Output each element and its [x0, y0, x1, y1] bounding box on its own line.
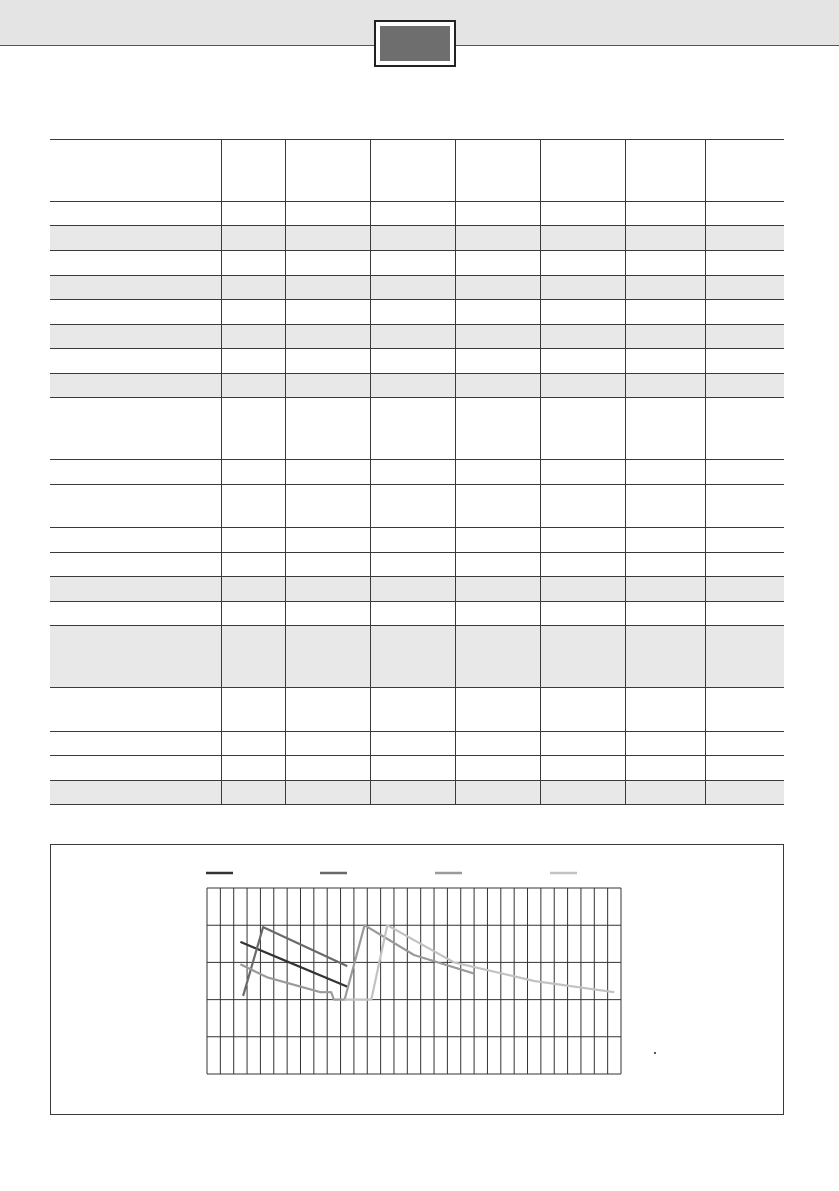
table-cell [455, 374, 540, 398]
table-cell [540, 251, 625, 276]
table-cell [221, 276, 285, 300]
table-cell [705, 781, 784, 805]
table-cell [540, 756, 625, 781]
table-cell [625, 460, 705, 485]
table-cell [50, 226, 221, 251]
table-row [50, 202, 784, 226]
table-cell [370, 688, 455, 732]
table-cell [221, 781, 285, 805]
table-cell [370, 626, 455, 688]
table-cell [625, 732, 705, 756]
table-cell [705, 485, 784, 528]
table-cell [625, 202, 705, 226]
table-cell [285, 528, 370, 553]
table-cell [370, 577, 455, 602]
table-cell [705, 602, 784, 626]
table-cell [285, 276, 370, 300]
table-cell [625, 602, 705, 626]
table-cell [370, 374, 455, 398]
table-cell [540, 226, 625, 251]
table-cell [625, 626, 705, 688]
table-cell [285, 460, 370, 485]
table-cell [705, 460, 784, 485]
table-cell [540, 732, 625, 756]
table-cell [285, 602, 370, 626]
table-cell [221, 374, 285, 398]
table-cell [50, 732, 221, 756]
table-cell [540, 577, 625, 602]
table-cell [221, 756, 285, 781]
table-cell [455, 553, 540, 577]
table-cell [455, 300, 540, 325]
table-cell [625, 374, 705, 398]
table-cell [455, 732, 540, 756]
table-cell [221, 602, 285, 626]
table-cell [370, 602, 455, 626]
header-cell [221, 140, 285, 202]
table-cell [540, 398, 625, 460]
table-cell [221, 349, 285, 374]
section-tab [374, 20, 456, 67]
table-row [50, 276, 784, 300]
table-cell [540, 688, 625, 732]
table-cell [625, 276, 705, 300]
table-row [50, 374, 784, 398]
table-cell [50, 626, 221, 688]
table-cell [455, 602, 540, 626]
table-cell [50, 528, 221, 553]
table-cell [625, 553, 705, 577]
table-cell [221, 732, 285, 756]
table-row [50, 485, 784, 528]
table-cell [540, 460, 625, 485]
table-cell [285, 349, 370, 374]
table-cell [221, 202, 285, 226]
table-cell [705, 349, 784, 374]
table-cell [50, 602, 221, 626]
table-cell [540, 349, 625, 374]
table-row [50, 226, 784, 251]
table-cell [50, 300, 221, 325]
table-cell [455, 756, 540, 781]
table-cell [625, 781, 705, 805]
table-cell [540, 781, 625, 805]
table-cell [221, 226, 285, 251]
table-cell [221, 251, 285, 276]
table-cell [50, 398, 221, 460]
table-cell [221, 553, 285, 577]
table-cell [625, 688, 705, 732]
table-cell [370, 528, 455, 553]
section-tab-fill [380, 26, 450, 61]
table-row [50, 602, 784, 626]
table-row [50, 553, 784, 577]
table-cell [705, 626, 784, 688]
table-cell [50, 251, 221, 276]
header-cell [285, 140, 370, 202]
table-row [50, 688, 784, 732]
table-cell [455, 781, 540, 805]
table-row [50, 577, 784, 602]
table-cell [370, 202, 455, 226]
table-cell [455, 398, 540, 460]
chart-frame [50, 844, 784, 1115]
table-cell [50, 202, 221, 226]
table-cell [285, 756, 370, 781]
table-cell [625, 349, 705, 374]
table-cell [221, 626, 285, 688]
table-cell [50, 553, 221, 577]
table-cell [625, 398, 705, 460]
table-cell [221, 485, 285, 528]
table-cell [285, 226, 370, 251]
table-cell [50, 756, 221, 781]
table-cell [370, 251, 455, 276]
table-cell [370, 276, 455, 300]
table-cell [625, 577, 705, 602]
table-cell [705, 251, 784, 276]
table-cell [221, 300, 285, 325]
table-cell [50, 781, 221, 805]
table-cell [625, 756, 705, 781]
table-cell [455, 325, 540, 349]
table-cell [625, 300, 705, 325]
table-cell [370, 732, 455, 756]
table-cell [370, 460, 455, 485]
table-cell [540, 276, 625, 300]
table-row [50, 460, 784, 485]
table-cell [285, 781, 370, 805]
header-cell [455, 140, 540, 202]
table-cell [455, 460, 540, 485]
table-cell [285, 553, 370, 577]
table-cell [705, 553, 784, 577]
table-row [50, 732, 784, 756]
table-cell [705, 226, 784, 251]
table-cell [285, 325, 370, 349]
table-cell [455, 251, 540, 276]
table-cell [625, 325, 705, 349]
table-cell [221, 460, 285, 485]
table-cell [705, 688, 784, 732]
table-cell [705, 300, 784, 325]
table-cell [705, 528, 784, 553]
table-cell [370, 349, 455, 374]
table-cell [50, 349, 221, 374]
table-cell [705, 202, 784, 226]
table-cell [285, 577, 370, 602]
table-cell [285, 300, 370, 325]
table-cell [625, 251, 705, 276]
header-cell [50, 140, 221, 202]
table-cell [285, 626, 370, 688]
table-cell [540, 626, 625, 688]
table-cell [221, 577, 285, 602]
table-cell [370, 781, 455, 805]
table-cell [455, 485, 540, 528]
table-cell [455, 626, 540, 688]
marker-dot [654, 1052, 656, 1054]
header-cell [370, 140, 455, 202]
table-cell [370, 553, 455, 577]
table-cell [50, 485, 221, 528]
table-cell [705, 756, 784, 781]
table-cell [50, 577, 221, 602]
table-row [50, 781, 784, 805]
table-cell [50, 325, 221, 349]
table-cell [221, 325, 285, 349]
table-row [50, 251, 784, 276]
spec-table [50, 139, 784, 805]
table-cell [705, 374, 784, 398]
table-row [50, 349, 784, 374]
table-cell [540, 528, 625, 553]
table-cell [705, 398, 784, 460]
table-cell [285, 251, 370, 276]
table-row [50, 300, 784, 325]
table-cell [625, 226, 705, 251]
line-chart [51, 845, 783, 1114]
table-cell [285, 688, 370, 732]
table-cell [221, 398, 285, 460]
table-cell [285, 374, 370, 398]
table-cell [540, 300, 625, 325]
table-cell [370, 485, 455, 528]
table-cell [625, 485, 705, 528]
table-row [50, 528, 784, 553]
table-cell [705, 276, 784, 300]
table-cell [370, 398, 455, 460]
table-cell [50, 460, 221, 485]
table-cell [705, 732, 784, 756]
table-cell [370, 756, 455, 781]
table-cell [285, 732, 370, 756]
table-row [50, 325, 784, 349]
table-cell [370, 325, 455, 349]
table-cell [370, 226, 455, 251]
table-cell [285, 398, 370, 460]
table-row [50, 398, 784, 460]
table-cell [221, 688, 285, 732]
table-cell [285, 485, 370, 528]
table-cell [455, 688, 540, 732]
table-cell [540, 553, 625, 577]
table-cell [455, 202, 540, 226]
table-cell [540, 202, 625, 226]
table-cell [705, 325, 784, 349]
table-cell [625, 528, 705, 553]
table-cell [50, 688, 221, 732]
table-cell [455, 349, 540, 374]
table-cell [285, 202, 370, 226]
table-row [50, 626, 784, 688]
header-cell [625, 140, 705, 202]
table-cell [455, 577, 540, 602]
table-row [50, 756, 784, 781]
table-cell [50, 374, 221, 398]
table-cell [455, 276, 540, 300]
table-cell [221, 528, 285, 553]
table-cell [540, 485, 625, 528]
header-cell [705, 140, 784, 202]
header-cell [540, 140, 625, 202]
table-cell [540, 602, 625, 626]
table-cell [455, 528, 540, 553]
table-cell [50, 276, 221, 300]
table-cell [540, 374, 625, 398]
table-cell [455, 226, 540, 251]
table-cell [705, 577, 784, 602]
table-cell [540, 325, 625, 349]
table-cell [370, 300, 455, 325]
table-header-row [50, 140, 784, 202]
